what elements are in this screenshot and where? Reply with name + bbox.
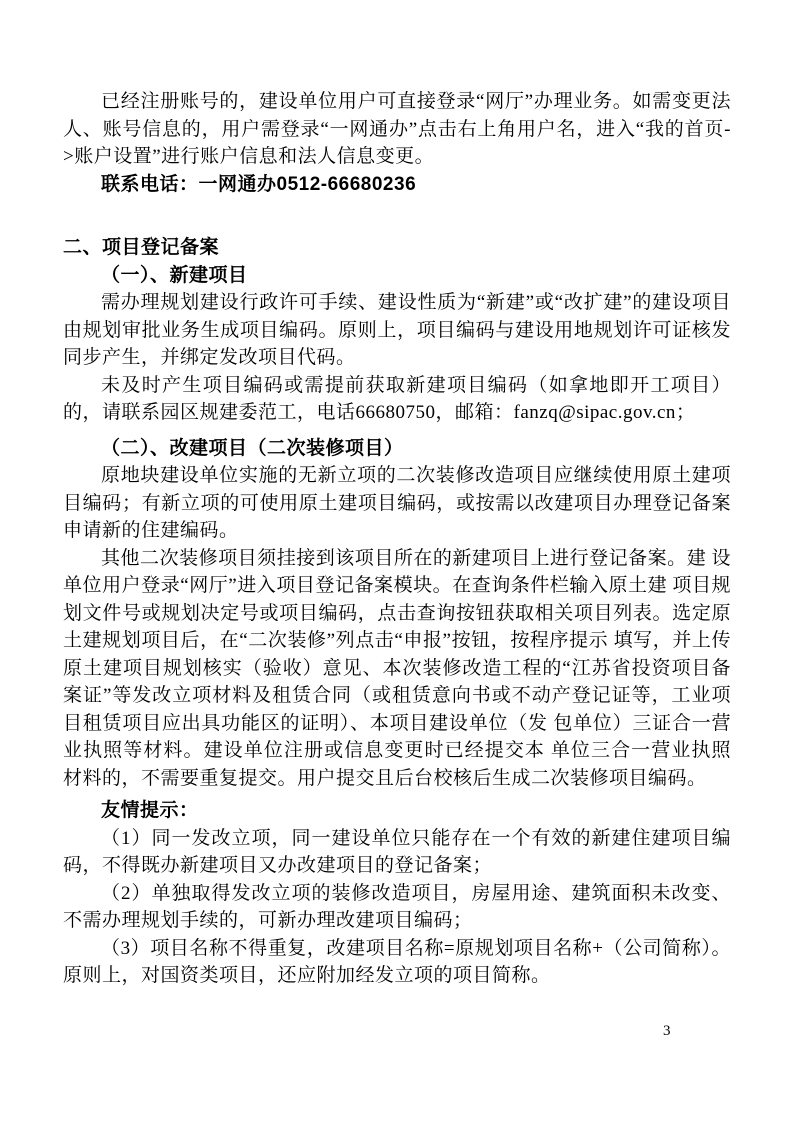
tip-item-3: （3）项目名称不得重复，改建项目名称=原规划项目名称+（公司简称）。原则上，对国资类项目，还应附加经发立项的项目简称。 [63, 937, 731, 986]
tip-item-1: （1）同一发改立项，同一建设单位只能存在一个有效的新建住建项目编码，不得既办新建项目又办改建项目的登记备案； [63, 827, 731, 876]
page-number: 3 [663, 1023, 671, 1039]
paragraph-renovation-original-code: 原地块建设单位实施的无新立项的二次装修改造项目应继续使用原土建项目编码；有新立项的可使用原土建项目编码，或按需以改建项目办理登记备案申请新的住建编码。 [63, 465, 731, 541]
tip-item-2: （2）单独取得发改立项的装修改造项目，房屋用途、建筑面积未改变、不需办理规划手续的，可新办理改建项目编码； [63, 882, 731, 931]
contact-phone-line: 联系电话：一网通办0512-66680236 [101, 173, 417, 195]
sub-heading-renovation-project: （二）、改建项目（二次装修项目） [101, 437, 404, 459]
tips-heading: 友情提示： [101, 800, 199, 821]
paragraph-registered-account: 已经注册账号的，建设单位用户可直接登录“网厅”办理业务。如需变更法人、账号信息的，用户需登录“一网通办”点击右上角用户名，进入“我的首页->账户设置”进行账户信息和法人信息变更。 [63, 91, 731, 167]
sub-heading-new-project: （一）、新建项目 [101, 264, 248, 286]
paragraph-new-project-coding: 需办理规划建设行政许可手续、建设性质为“新建”或“改扩建”的建设项目由规划审批业务生成项目编码。原则上，项目编码与建设用地规划许可证核发同步产生，并绑定发改项目代码。 [63, 292, 731, 368]
paragraph-renovation-procedure: 其他二次装修项目须挂接到该项目所在的新建项目上进行登记备案。建 设单位用户登录“网厅”进入项目登记备案模块。在查询条件栏输入原土建 项目规划文件号或规划决定号或项目编码，点击查询按钮获取相关项目列表。选定原土建规划项目后，在“二次装修”列点击“申报”按钮，按程序提示 填写，并上传原土建项目规划核实（验收）意见、本次装修改造工程的“江苏省投资项目备案证”等发改立项材料及租赁合同（或租赁意向书或不动产登记证等，工业项目租赁项目应出具功能区的证明）、本项目建设单位（发 包单位）三证合一营业执照等材料。建设单位注册或信息变更时已经提交本 单位三合一营业执照材料的，不需要重复提交。用户提交且后台校核后生成二次装修项目编码。 [63, 547, 731, 789]
paragraph-new-project-contact: 未及时产生项目编码或需提前获取新建项目编码（如拿地即开工项目）的，请联系园区规建委范工，电话66680750，邮箱：fanzq@sipac.gov.cn； [63, 374, 731, 423]
section-heading-project-registration: 二、项目登记备案 [63, 237, 220, 258]
document-content [63, 88, 731, 990]
